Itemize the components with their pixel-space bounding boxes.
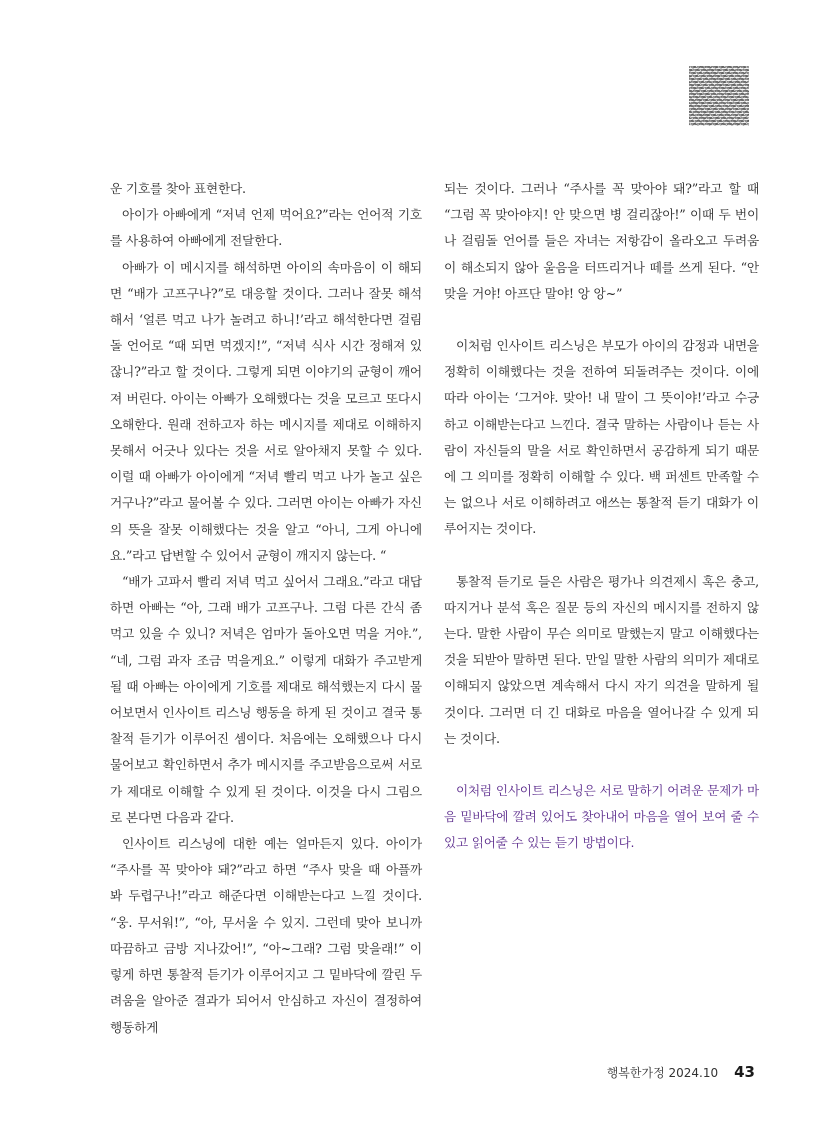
- paragraph: 아이가 아빠에게 “저녁 언제 먹어요?”라는 언어적 기호를 사용하여 아빠에게 전달한다.: [110, 207, 422, 249]
- paragraph: 아빠가 이 메시지를 해석하면 아이의 속마음이 이 해되면 “배가 고프구나?”로 대응할 것이다. 그러나 잘못 해석해서 ‘얼른 먹고 나가 놀려고 하니!’라고 해석한다면 걸림돌 언어로 “때 되면 먹겠지!”, “저녁 식사 시간 정해져 있잖니?”라고 할 것이다. 그렇게 되면 이야기의 균형이 깨어져 버린다. 아이는 아빠가 오해했다는 것을 모르고 또다시 오해한다. 원래 전하고자 하는 메시지를 제대로 이해하지 못해서 어긋나 있다는 것을 서로 알아채지 못할 수 있다. 이럴 때 아빠가 아이에게 “저녁 빨리 먹고 나가 놀고 싶은 거구나?”라고 물어볼 수 있다. 그러면 아이는 아빠가 자신의 뜻을 잘못 이해했다는 것을 알고 “아니, 그게 아니에요.”라고 답변할 수 있어서 균형이 깨지지 않는다. “: [110, 259, 422, 563]
- issue-date: 2024.10: [668, 1066, 719, 1080]
- highlighted-summary: 이처럼 인사이트 리스닝은 서로 말하기 어려운 문제가 마음 밑바닥에 깔려 있어도 찾아내어 마음을 열어 보여 줄 수 있고 읽어줄 수 있는 듣기 방법이다.: [444, 783, 759, 851]
- page-number: 43: [734, 1063, 755, 1081]
- left-column: [110, 176, 422, 1041]
- paragraph: 되는 것이다. 그러나 “주사를 꼭 맞아야 돼?”라고 할 때 “그럼 꼭 맞아야지! 안 맞으면 병 걸리잖아!” 이때 두 번이나 걸림돌 언어를 들은 자녀는 저항감이 올라오고 두려움이 해소되지 않아 울음을 터뜨리거나 떼를 쓰게 된다. “안 맞을 거야! 아프단 말야! 앙 앙~”: [444, 181, 759, 301]
- paragraph: 인사이트 리스닝에 대한 예는 얼마든지 있다. 아이가 “주사를 꼭 맞아야 돼?”라고 하면 “주사 맞을 때 아플까 봐 두렵구나!”라고 해준다면 이해받는다고 느낄 것이다. “웅. 무서워!”, “아, 무서울 수 있지. 그런데 맞아 보니까 따끔하고 금방 지나갔어!”, “아~그래? 그럼 맞을래!” 이렇게 하면 통찰적 듣기가 이루어지고 그 밑바닥에 깔린 두려움을 알아준 결과가 되어서 안심하고 자신이 결정하여 행동하게: [110, 836, 422, 1035]
- right-column: [444, 176, 759, 857]
- paragraph: 운 기호를 찾아 표현한다.: [110, 181, 246, 196]
- magazine-title: [607, 1064, 718, 1081]
- qr-code: [689, 66, 749, 126]
- paragraph: 이처럼 인사이트 리스닝은 부모가 아이의 감정과 내면을 정확히 이해했다는 것을 전하여 되돌려주는 것이다. 이에 따라 아이는 ‘그거야. 맞아! 내 말이 그 뜻이야!’라고 수긍하고 이해받는다고 느낀다. 결국 말하는 사람이나 듣는 사람이 자신들의 말을 서로 확인하면서 공감하게 되기 때문에 그 의미를 정확히 이해할 수 있다. 백 퍼센트 만족할 수는 없으나 서로 이해하려고 애쓰는 통찰적 듣기 대화가 이루어지는 것이다.: [444, 338, 759, 537]
- paragraph: 통찰적 듣기로 들은 사람은 평가나 의견제시 혹은 충고, 따지거나 분석 혹은 질문 등의 자신의 메시지를 전하지 않는다. 말한 사람이 무슨 의미로 말했는지 말고 이해했다는 것을 되받아 말하면 된다. 만일 말한 사람의 의미가 제대로 이해되지 않았으면 계속해서 다시 자기 의견을 말하게 될 것이다. 그러면 더 긴 대화로 마음을 열어나갈 수 있게 되는 것이다.: [444, 573, 759, 746]
- magazine-name: 행복한가정: [606, 1066, 665, 1080]
- page-footer: [607, 1063, 755, 1081]
- paragraph: “배가 고파서 빨리 저녁 먹고 싶어서 그래요.”라고 대답하면 아빠는 “아, 그래 배가 고프구나. 그럼 다른 간식 좀 먹고 있을 수 있니? 저녁은 엄마가 돌아오면 먹을 거야.”, “네, 그럼 과자 조금 먹을게요.” 이렇게 대화가 주고받게 될 때 아빠는 아이에게 기호를 제대로 해석했는지 다시 물어보면서 인사이트 리스닝 행동을 하게 된 것이고 결국 통찰적 듣기가 이루어진 셈이다. 처음에는 오해했으나 다시 물어보고 확인하면서 추가 메시지를 주고받음으로써 서로가 제대로 이해할 수 있게 된 것이다. 이것을 다시 그림으로 본다면 다음과 같다.: [110, 574, 422, 825]
